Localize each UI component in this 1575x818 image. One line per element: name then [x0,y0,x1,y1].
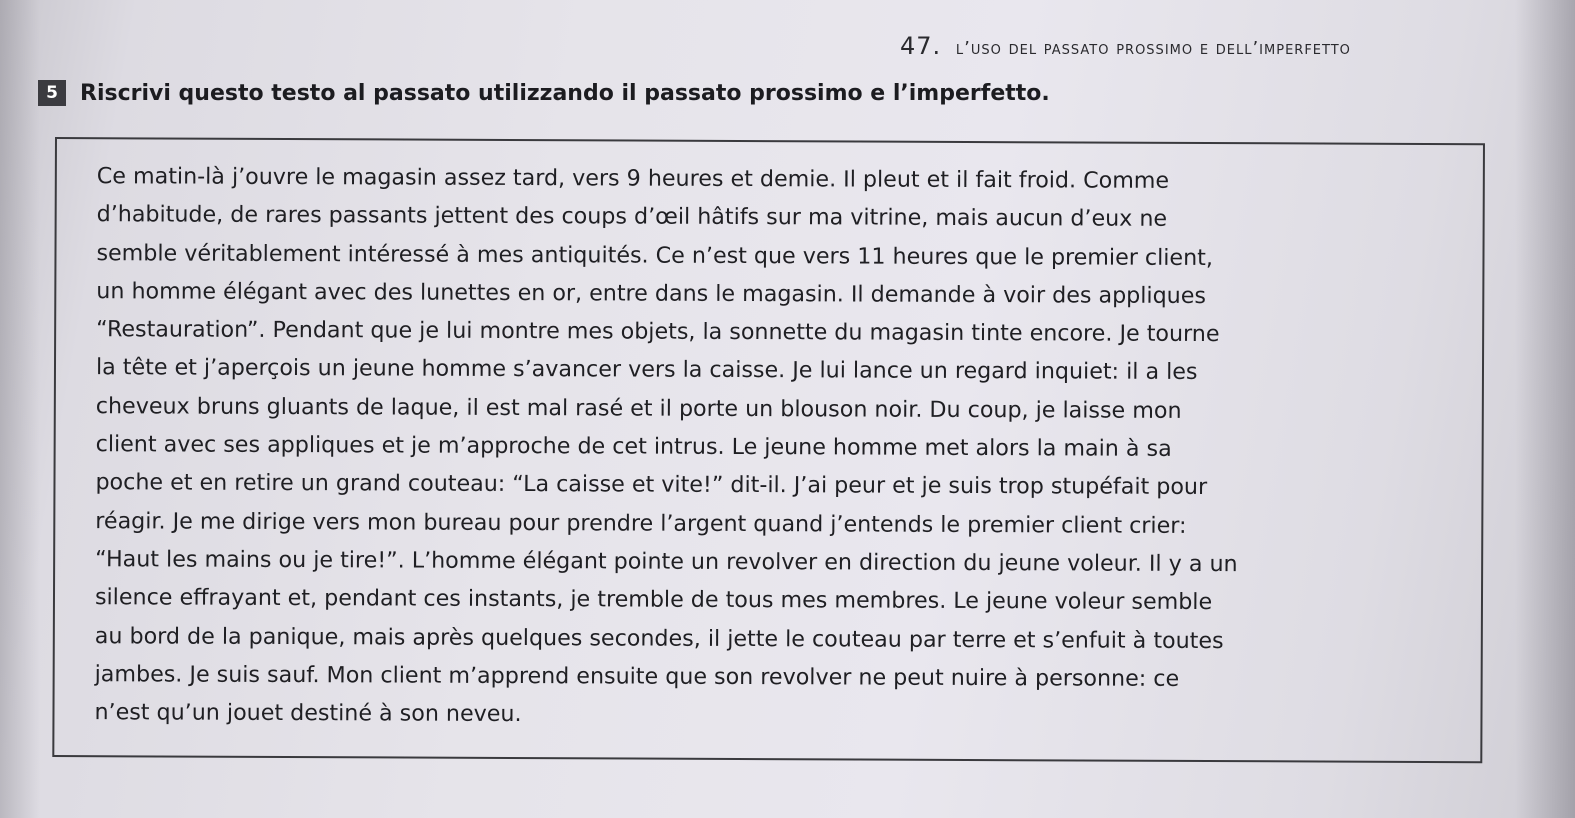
running-header [900,32,1351,60]
passage-line: jambes. Je suis sauf. Mon client m’apprend ensuite que son revolver ne peut nuire à personne: ce [94,661,1180,692]
exercise-instruction: Riscrivi questo testo al passato utilizzando il passato prossimo e l’imperfetto. [80,80,1050,106]
chapter-title: l’uso del passato prossimo e dell’imperfetto [955,38,1351,59]
page-shadow-right [1515,0,1575,818]
passage-line: la tête et j’aperçois un jeune homme s’avancer vers la caisse. Je lui lance un regard inquiet: il a les [95,354,1198,386]
passage-line: un homme élégant avec des lunettes en or, entre dans le magasin. Il demande à voir des appliques [96,278,1207,309]
passage-line: poche et en retire un grand couteau: “La caisse et vite!” dit-il. J’ai peur et je suis trop stupéfait pour [95,469,1208,501]
passage-text [94,157,1462,737]
passage-line: cheveux bruns gluants de laque, il est mal rasé et il porte un blouson noir. Du coup, je laisse mon [95,392,1182,424]
passage-box [52,137,1485,763]
passage-line: semble véritablement intéressé à mes antiquités. Ce n’est que vers 11 heures que le premier client, [96,239,1213,271]
exercise-number-badge: 5 [38,80,66,106]
passage-line: “Restauration”. Pendant que je lui montre mes objets, la sonnette du magasin tinte encore. Je tourne [96,316,1220,348]
passage-line: “Haut les mains ou je tire!”. L’homme élégant pointe un revolver en direction du jeune voleur. Il y a un [95,546,1238,578]
passage-line: n’est qu’un jouet destiné à son neveu. [94,699,522,728]
passage-line: Ce matin-là j’ouvre le magasin assez tard, vers 9 heures et demie. Il pleut et il fait froid. Comme [96,163,1170,194]
passage-line: client avec ses appliques et je m’approche de cet intrus. Le jeune homme met alors la main à sa [95,431,1172,462]
passage-line: au bord de la panique, mais après quelques secondes, il jette le couteau par terre et s’enfuit à toutes [94,622,1224,654]
passage-line: d’habitude, de rares passants jettent des coups d’œil hâtifs sur ma vitrine, mais aucun d’eux ne [96,201,1168,233]
passage-line: silence effrayant et, pendant ces instants, je tremble de tous mes membres. Le jeune voleur semble [94,584,1213,616]
chapter-number: 47. [900,32,942,60]
passage-line: réagir. Je me dirige vers mon bureau pour prendre l’argent quand j’entends le premier client crier: [95,507,1187,539]
page-shadow-left [0,0,40,818]
exercise-heading [38,80,1050,106]
